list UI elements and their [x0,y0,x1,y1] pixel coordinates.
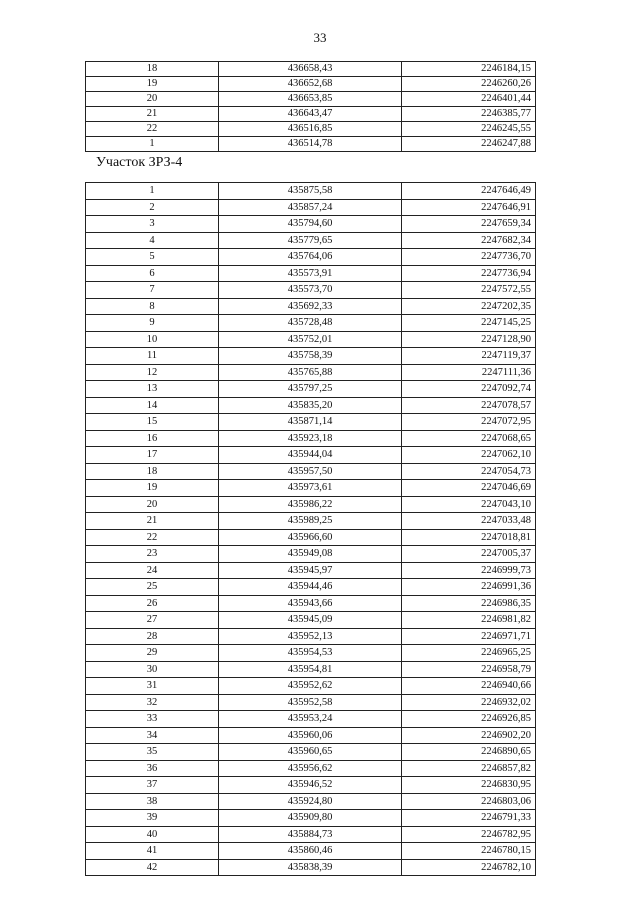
x-coordinate-cell: 435957,50 [219,463,402,480]
point-number-cell: 17 [86,447,219,464]
x-coordinate-cell: 435952,58 [219,694,402,711]
y-coordinate-cell: 2246932,02 [402,694,536,711]
y-coordinate-cell: 2246260,26 [402,77,536,92]
x-coordinate-cell: 435952,13 [219,628,402,645]
x-coordinate-cell: 435779,65 [219,232,402,249]
point-number-cell: 19 [86,480,219,497]
y-coordinate-cell: 2246991,36 [402,579,536,596]
point-number-cell: 25 [86,579,219,596]
x-coordinate-cell: 435944,04 [219,447,402,464]
x-coordinate-cell: 435857,24 [219,199,402,216]
y-coordinate-cell: 2246245,55 [402,122,536,137]
table-row [86,496,536,513]
table-row [86,744,536,761]
y-coordinate-cell: 2247646,91 [402,199,536,216]
y-coordinate-cell: 2246890,65 [402,744,536,761]
y-coordinate-cell: 2247202,35 [402,298,536,315]
table-row [86,62,536,77]
y-coordinate-cell: 2247068,65 [402,430,536,447]
x-coordinate-cell: 435954,53 [219,645,402,662]
point-number-cell: 42 [86,859,219,876]
table-row [86,859,536,876]
table-row [86,265,536,282]
y-coordinate-cell: 2247128,90 [402,331,536,348]
page-number: 33 [313,30,327,45]
table-row [86,529,536,546]
point-number-cell: 18 [86,463,219,480]
y-coordinate-cell: 2246401,44 [402,92,536,107]
point-number-cell: 19 [86,77,219,92]
table-row [86,364,536,381]
point-number-cell: 23 [86,546,219,563]
y-coordinate-cell: 2246857,82 [402,760,536,777]
x-coordinate-cell: 435797,25 [219,381,402,398]
point-number-cell: 26 [86,595,219,612]
point-number-cell: 31 [86,678,219,695]
point-number-cell: 29 [86,645,219,662]
table-row [86,727,536,744]
x-coordinate-cell: 436653,85 [219,92,402,107]
y-coordinate-cell: 2246782,10 [402,859,536,876]
x-coordinate-cell: 435794,60 [219,216,402,233]
x-coordinate-cell: 435909,80 [219,810,402,827]
y-coordinate-cell: 2246902,20 [402,727,536,744]
coordinates-table-continued [85,61,536,152]
y-coordinate-cell: 2247054,73 [402,463,536,480]
table-row [86,546,536,563]
y-coordinate-cell: 2247736,94 [402,265,536,282]
point-number-cell: 41 [86,843,219,860]
point-number-cell: 1 [86,183,219,200]
point-number-cell: 35 [86,744,219,761]
point-number-cell: 37 [86,777,219,794]
table-row [86,612,536,629]
point-number-cell: 21 [86,513,219,530]
section-title: Участок ЗРЗ-4 [96,155,183,170]
y-coordinate-cell: 2246981,82 [402,612,536,629]
table-row [86,430,536,447]
table-row [86,562,536,579]
y-coordinate-cell: 2247736,70 [402,249,536,266]
y-coordinate-cell: 2247646,49 [402,183,536,200]
y-coordinate-cell: 2246184,15 [402,62,536,77]
x-coordinate-cell: 435758,39 [219,348,402,365]
point-number-cell: 20 [86,496,219,513]
coordinates-table-zrz-4 [85,182,536,876]
y-coordinate-cell: 2246971,71 [402,628,536,645]
x-coordinate-cell: 435860,46 [219,843,402,860]
x-coordinate-cell: 435728,48 [219,315,402,332]
point-number-cell: 4 [86,232,219,249]
y-coordinate-cell: 2246965,25 [402,645,536,662]
table-row [86,216,536,233]
table-row [86,760,536,777]
point-number-cell: 9 [86,315,219,332]
x-coordinate-cell: 435835,20 [219,397,402,414]
point-number-cell: 40 [86,826,219,843]
x-coordinate-cell: 435953,24 [219,711,402,728]
point-number-cell: 5 [86,249,219,266]
point-number-cell: 15 [86,414,219,431]
x-coordinate-cell: 435944,46 [219,579,402,596]
y-coordinate-cell: 2246803,06 [402,793,536,810]
table-row [86,579,536,596]
x-coordinate-cell: 435765,88 [219,364,402,381]
table-row [86,232,536,249]
x-coordinate-cell: 435838,39 [219,859,402,876]
table-row [86,348,536,365]
point-number-cell: 24 [86,562,219,579]
point-number-cell: 16 [86,430,219,447]
x-coordinate-cell: 435989,25 [219,513,402,530]
y-coordinate-cell: 2246940,66 [402,678,536,695]
y-coordinate-cell: 2246926,85 [402,711,536,728]
point-number-cell: 2 [86,199,219,216]
y-coordinate-cell: 2247018,81 [402,529,536,546]
y-coordinate-cell: 2247111,36 [402,364,536,381]
y-coordinate-cell: 2246791,33 [402,810,536,827]
table-row [86,645,536,662]
point-number-cell: 3 [86,216,219,233]
table-row [86,315,536,332]
table-row [86,331,536,348]
y-coordinate-cell: 2247682,34 [402,232,536,249]
table-row [86,298,536,315]
table-row [86,414,536,431]
x-coordinate-cell: 436643,47 [219,107,402,122]
y-coordinate-cell: 2247072,95 [402,414,536,431]
x-coordinate-cell: 435954,81 [219,661,402,678]
point-number-cell: 30 [86,661,219,678]
point-number-cell: 32 [86,694,219,711]
y-coordinate-cell: 2246958,79 [402,661,536,678]
table-row [86,92,536,107]
table-row [86,107,536,122]
x-coordinate-cell: 436658,43 [219,62,402,77]
x-coordinate-cell: 436514,78 [219,137,402,152]
x-coordinate-cell: 435871,14 [219,414,402,431]
y-coordinate-cell: 2247572,55 [402,282,536,299]
x-coordinate-cell: 435764,06 [219,249,402,266]
x-coordinate-cell: 435960,65 [219,744,402,761]
point-number-cell: 38 [86,793,219,810]
x-coordinate-cell: 435973,61 [219,480,402,497]
table-row [86,183,536,200]
x-coordinate-cell: 435946,52 [219,777,402,794]
table-row [86,826,536,843]
point-number-cell: 33 [86,711,219,728]
x-coordinate-cell: 435986,22 [219,496,402,513]
table-row [86,77,536,92]
point-number-cell: 13 [86,381,219,398]
x-coordinate-cell: 436652,68 [219,77,402,92]
table-row [86,810,536,827]
y-coordinate-cell: 2247046,69 [402,480,536,497]
table-row [86,447,536,464]
point-number-cell: 1 [86,137,219,152]
x-coordinate-cell: 435966,60 [219,529,402,546]
table-row [86,137,536,152]
y-coordinate-cell: 2247145,25 [402,315,536,332]
point-number-cell: 11 [86,348,219,365]
x-coordinate-cell: 435956,62 [219,760,402,777]
x-coordinate-cell: 435952,62 [219,678,402,695]
point-number-cell: 34 [86,727,219,744]
y-coordinate-cell: 2246247,88 [402,137,536,152]
point-number-cell: 10 [86,331,219,348]
point-number-cell: 22 [86,529,219,546]
y-coordinate-cell: 2246999,73 [402,562,536,579]
x-coordinate-cell: 435945,09 [219,612,402,629]
table-row [86,711,536,728]
table-row [86,122,536,137]
y-coordinate-cell: 2247062,10 [402,447,536,464]
x-coordinate-cell: 435573,91 [219,265,402,282]
x-coordinate-cell: 435692,33 [219,298,402,315]
table-row [86,595,536,612]
y-coordinate-cell: 2246780,15 [402,843,536,860]
point-number-cell: 28 [86,628,219,645]
y-coordinate-cell: 2247033,48 [402,513,536,530]
x-coordinate-cell: 435943,66 [219,595,402,612]
point-number-cell: 27 [86,612,219,629]
point-number-cell: 8 [86,298,219,315]
table-row [86,282,536,299]
x-coordinate-cell: 435949,08 [219,546,402,563]
table-row [86,661,536,678]
table-row [86,480,536,497]
y-coordinate-cell: 2246385,77 [402,107,536,122]
y-coordinate-cell: 2247659,34 [402,216,536,233]
table-row [86,793,536,810]
y-coordinate-cell: 2246782,95 [402,826,536,843]
x-coordinate-cell: 435875,58 [219,183,402,200]
x-coordinate-cell: 435924,80 [219,793,402,810]
table-row [86,777,536,794]
table-row [86,397,536,414]
point-number-cell: 39 [86,810,219,827]
y-coordinate-cell: 2247092,74 [402,381,536,398]
x-coordinate-cell: 435945,97 [219,562,402,579]
table-row [86,381,536,398]
table-row [86,249,536,266]
y-coordinate-cell: 2247043,10 [402,496,536,513]
x-coordinate-cell: 435752,01 [219,331,402,348]
y-coordinate-cell: 2247078,57 [402,397,536,414]
point-number-cell: 6 [86,265,219,282]
point-number-cell: 12 [86,364,219,381]
point-number-cell: 21 [86,107,219,122]
y-coordinate-cell: 2247005,37 [402,546,536,563]
point-number-cell: 36 [86,760,219,777]
x-coordinate-cell: 435884,73 [219,826,402,843]
table-row [86,843,536,860]
table-row [86,513,536,530]
point-number-cell: 20 [86,92,219,107]
table-row [86,463,536,480]
table-row [86,678,536,695]
y-coordinate-cell: 2246986,35 [402,595,536,612]
point-number-cell: 14 [86,397,219,414]
point-number-cell: 18 [86,62,219,77]
x-coordinate-cell: 435923,18 [219,430,402,447]
table-row [86,199,536,216]
table-row [86,694,536,711]
x-coordinate-cell: 435960,06 [219,727,402,744]
y-coordinate-cell: 2246830,95 [402,777,536,794]
x-coordinate-cell: 436516,85 [219,122,402,137]
point-number-cell: 7 [86,282,219,299]
x-coordinate-cell: 435573,70 [219,282,402,299]
table-row [86,628,536,645]
point-number-cell: 22 [86,122,219,137]
y-coordinate-cell: 2247119,37 [402,348,536,365]
